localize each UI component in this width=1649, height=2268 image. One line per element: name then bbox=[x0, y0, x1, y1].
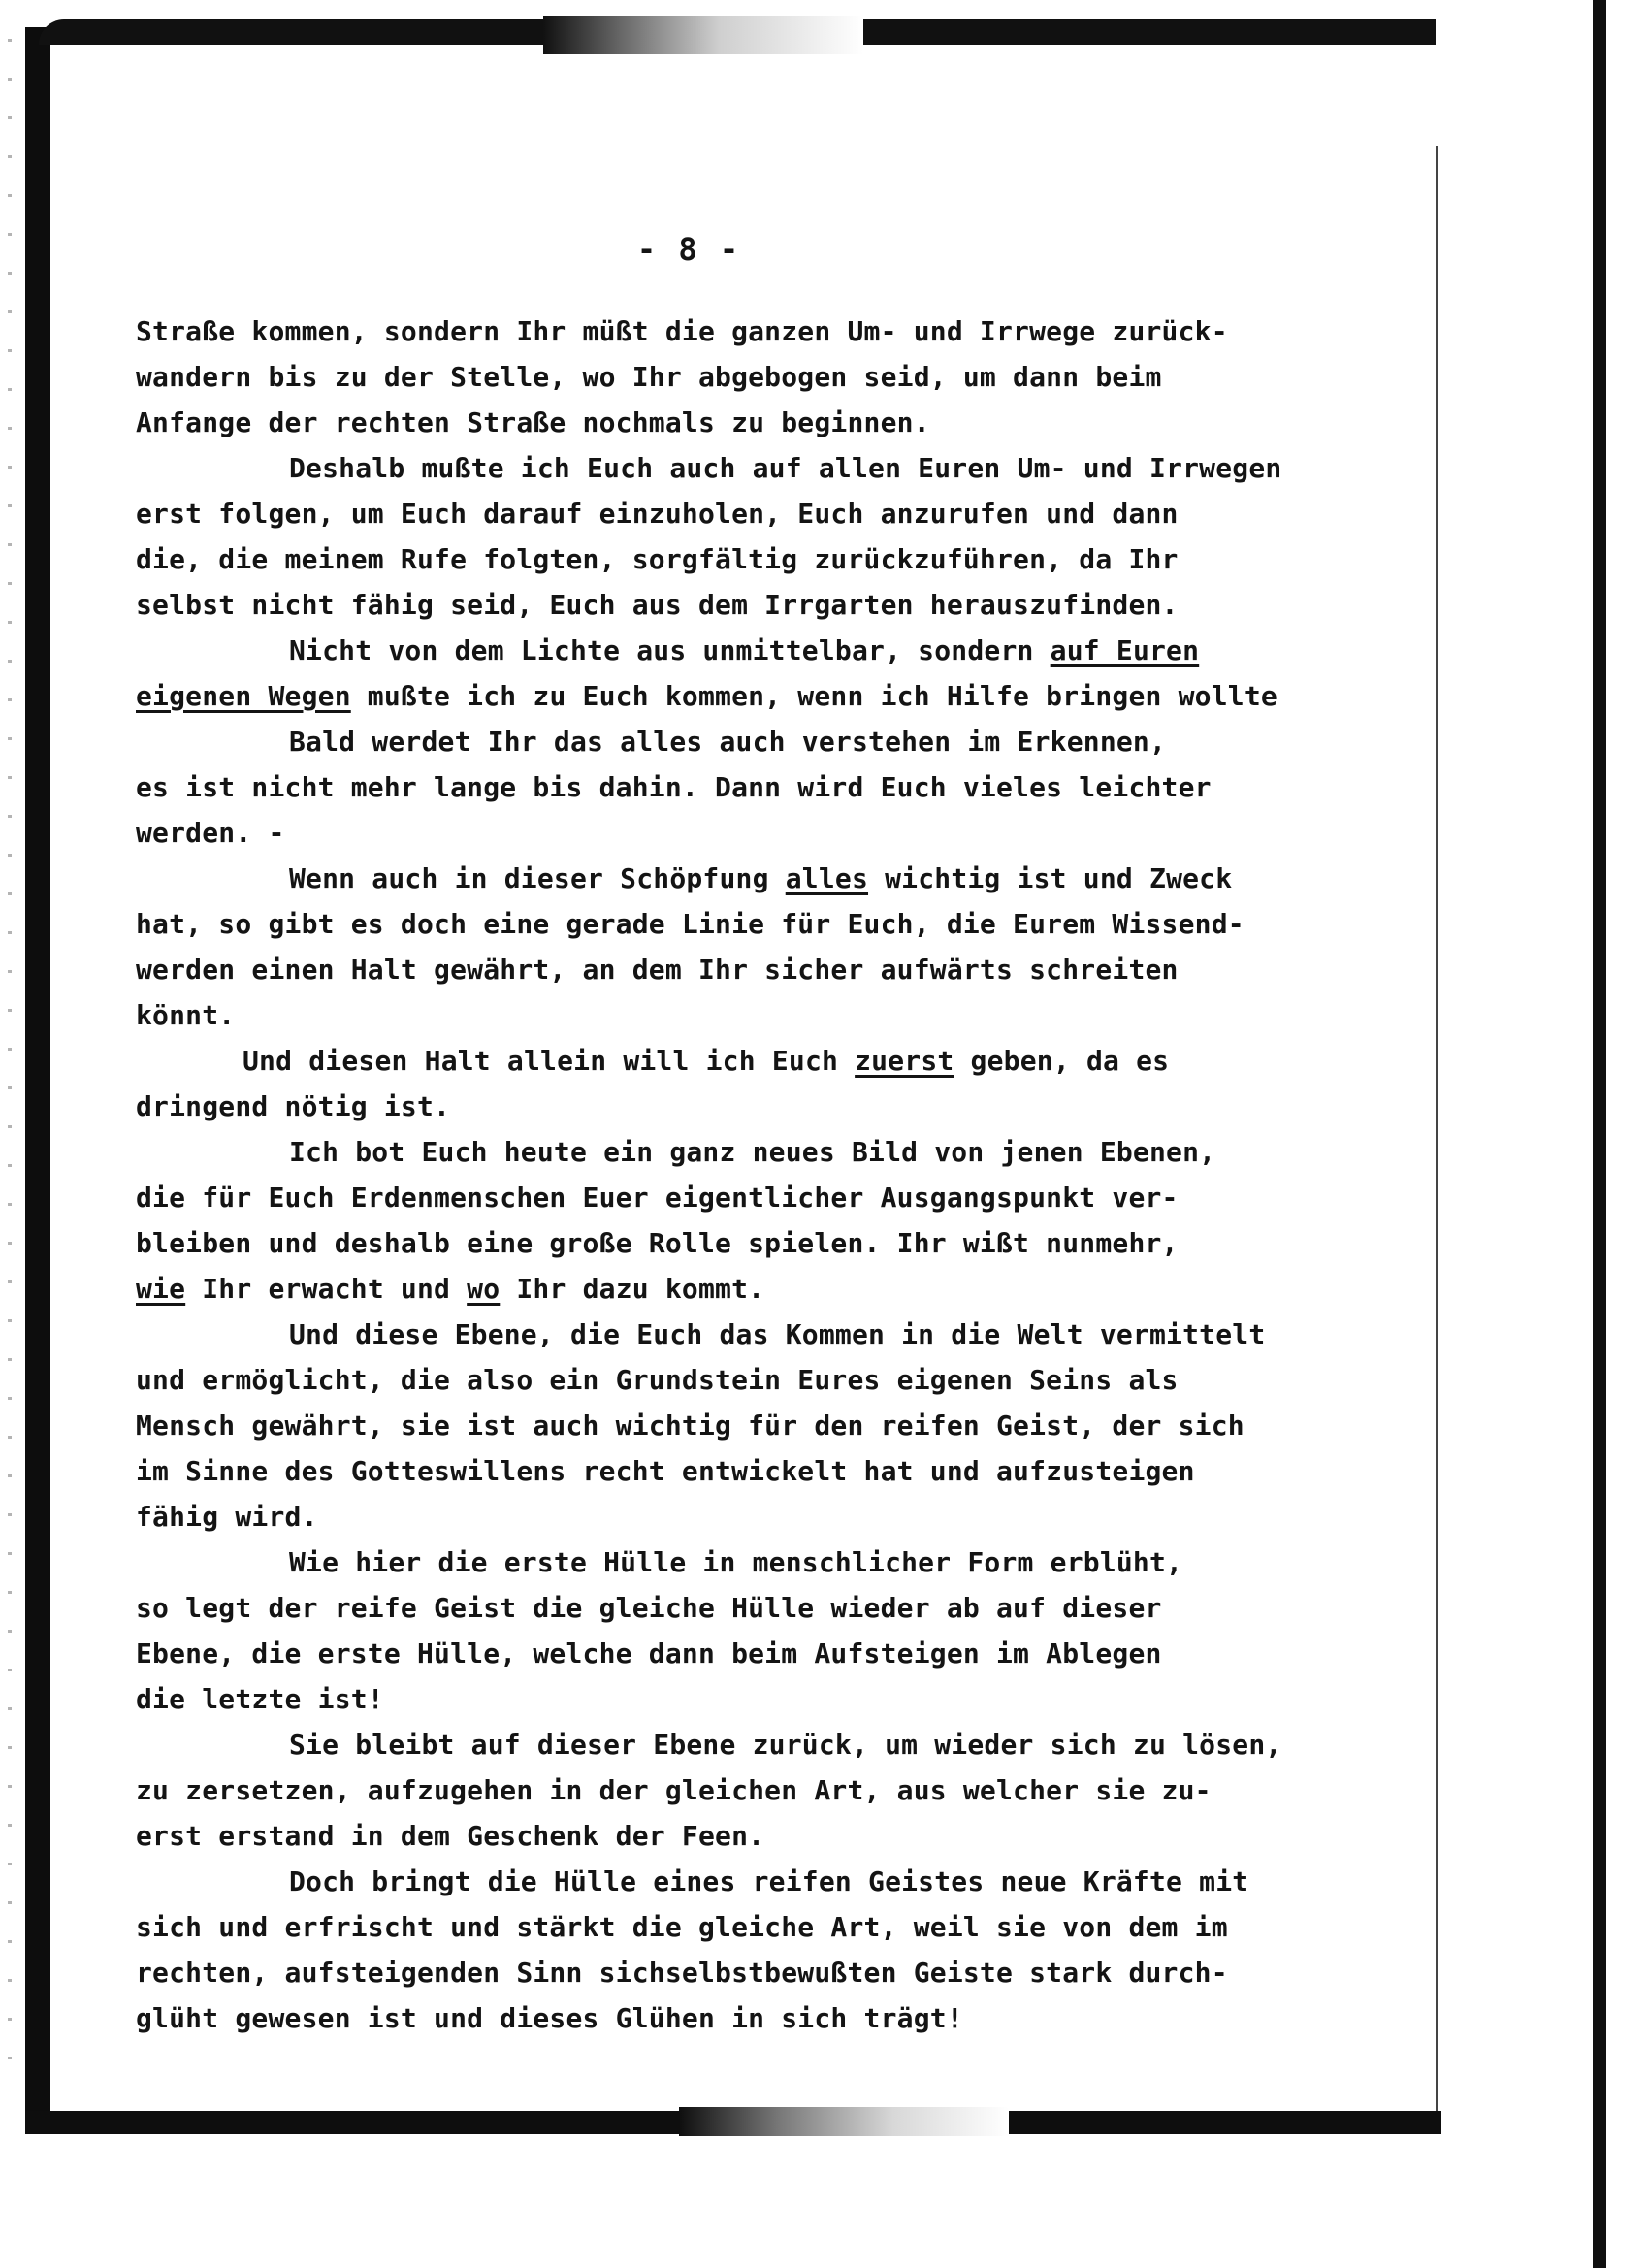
text-line bbox=[136, 1585, 1436, 1631]
line-text: Mensch gewährt, sie ist auch wichtig für den reifen Geist, der sich bbox=[136, 1409, 1245, 1442]
body-text bbox=[136, 308, 1436, 2041]
text-line bbox=[136, 1995, 1436, 2041]
text-line bbox=[136, 1767, 1436, 1813]
line-text: Und diesen Halt allein will ich Euch bbox=[242, 1045, 856, 1077]
line-text: sich und erfrischt und stärkt die gleiche Art, weil sie von dem im bbox=[136, 1911, 1228, 1943]
line-text: erst folgen, um Euch darauf einzuholen, Euch anzurufen und dann bbox=[136, 498, 1179, 530]
underlined-text: zuerst bbox=[855, 1045, 954, 1077]
scan-border-top-fade bbox=[543, 16, 863, 54]
line-text: Nicht von dem Lichte aus unmittelbar, sondern bbox=[289, 634, 1051, 666]
line-text: so legt der reife Geist die gleiche Hülle wieder ab auf dieser bbox=[136, 1592, 1162, 1624]
line-text: selbst nicht fähig seid, Euch aus dem Irrgarten herauszufinden. bbox=[136, 589, 1179, 621]
line-text: Ihr erwacht und bbox=[185, 1273, 468, 1305]
line-text: glüht gewesen ist und dieses Glühen in sich trägt! bbox=[136, 2002, 963, 2034]
line-text: wichtig ist und Zweck bbox=[868, 862, 1233, 894]
line-text: rechten, aufsteigenden Sinn sichselbstbewußten Geiste stark durch- bbox=[136, 1957, 1228, 1989]
line-text: Straße kommen, sondern Ihr müßt die ganzen Um- und Irrwege zurück- bbox=[136, 315, 1228, 347]
text-line bbox=[136, 445, 1436, 491]
scan-border-bottom-fade bbox=[679, 2107, 1009, 2136]
line-text: mußte ich zu Euch kommen, wenn ich Hilfe bringen wollte bbox=[350, 680, 1277, 712]
line-text: geben, da es bbox=[954, 1045, 1170, 1077]
line-text: dringend nötig ist. bbox=[136, 1090, 451, 1122]
text-line bbox=[136, 536, 1436, 582]
text-line bbox=[136, 308, 1436, 354]
text-line bbox=[136, 1448, 1436, 1494]
text-line bbox=[136, 1539, 1436, 1585]
text-line bbox=[136, 764, 1436, 810]
text-line bbox=[136, 1950, 1436, 1995]
text-line bbox=[136, 1859, 1436, 1904]
text-line bbox=[136, 1904, 1436, 1950]
line-text: Ebene, die erste Hülle, welche dann beim Aufsteigen im Ablegen bbox=[136, 1637, 1162, 1669]
text-line bbox=[136, 1813, 1436, 1859]
text-line bbox=[136, 400, 1436, 445]
line-text: erst erstand in dem Geschenk der Feen. bbox=[136, 1820, 765, 1852]
line-text: werden. - bbox=[136, 817, 285, 849]
text-line bbox=[136, 1220, 1436, 1266]
underlined-text: wie bbox=[136, 1273, 186, 1305]
line-text: Wenn auch in dieser Schöpfung bbox=[289, 862, 786, 894]
text-line bbox=[136, 901, 1436, 947]
text-line bbox=[136, 1357, 1436, 1403]
line-text: Ihr dazu kommt. bbox=[500, 1273, 765, 1305]
line-text: könnt. bbox=[136, 999, 236, 1031]
line-text: werden einen Halt gewährt, an dem Ihr sicher aufwärts schreiten bbox=[136, 954, 1179, 986]
line-text: die, die meinem Rufe folgten, sorgfältig zurückzuführen, da Ihr bbox=[136, 543, 1179, 575]
text-line bbox=[136, 1494, 1436, 1539]
line-text: Und diese Ebene, die Euch das Kommen in die Welt vermittelt bbox=[289, 1318, 1266, 1350]
line-text: zu zersetzen, aufzugehen in der gleichen Art, aus welcher sie zu- bbox=[136, 1774, 1212, 1806]
line-text: die letzte ist! bbox=[136, 1683, 384, 1715]
line-text: Sie bleibt auf dieser Ebene zurück, um wieder sich zu lösen, bbox=[289, 1729, 1282, 1761]
text-line bbox=[136, 1129, 1436, 1175]
line-text: Wie hier die erste Hülle in menschlicher Form erblüht, bbox=[289, 1546, 1183, 1578]
line-text: fähig wird. bbox=[136, 1501, 318, 1533]
page-edge-line bbox=[1436, 146, 1438, 2115]
page-number: - 8 - bbox=[636, 231, 741, 268]
text-line bbox=[136, 719, 1436, 764]
line-text: Deshalb mußte ich Euch auch auf allen Euren Um- und Irrwegen bbox=[289, 452, 1282, 484]
line-text: die für Euch Erdenmenschen Euer eigentlicher Ausgangspunkt ver- bbox=[136, 1182, 1179, 1214]
line-text: und ermöglicht, die also ein Grundstein Eures eigenen Seins als bbox=[136, 1364, 1179, 1396]
text-line bbox=[136, 1676, 1436, 1722]
text-line bbox=[136, 491, 1436, 536]
underlined-text: wo bbox=[467, 1273, 501, 1305]
text-line bbox=[136, 1084, 1436, 1129]
text-line bbox=[136, 1266, 1436, 1312]
line-text: es ist nicht mehr lange bis dahin. Dann wird Euch vieles leichter bbox=[136, 771, 1212, 803]
line-text: bleiben und deshalb eine große Rolle spielen. Ihr wißt nunmehr, bbox=[136, 1227, 1179, 1259]
text-line bbox=[136, 947, 1436, 992]
line-text: Doch bringt die Hülle eines reifen Geistes neue Kräfte mit bbox=[289, 1865, 1249, 1897]
text-line bbox=[136, 354, 1436, 400]
line-text: Ich bot Euch heute ein ganz neues Bild von jenen Ebenen, bbox=[289, 1136, 1216, 1168]
underlined-text: alles bbox=[785, 862, 869, 894]
line-text: im Sinne des Gotteswillens recht entwickelt hat und aufzusteigen bbox=[136, 1455, 1195, 1487]
scan-border-right bbox=[1593, 0, 1606, 2268]
text-line bbox=[136, 1038, 1436, 1084]
text-line bbox=[136, 1403, 1436, 1448]
text-line bbox=[136, 1722, 1436, 1767]
text-line bbox=[136, 582, 1436, 628]
text-line bbox=[136, 673, 1436, 719]
text-line bbox=[136, 992, 1436, 1038]
line-text: Anfange der rechten Straße nochmals zu beginnen. bbox=[136, 406, 930, 438]
underlined-text: eigenen Wegen bbox=[136, 680, 351, 712]
line-text: Bald werdet Ihr das alles auch verstehen im Erkennen, bbox=[289, 726, 1167, 758]
line-text: hat, so gibt es doch eine gerade Linie für Euch, die Eurem Wissend- bbox=[136, 908, 1245, 940]
line-text: wandern bis zu der Stelle, wo Ihr abgebogen seid, um dann beim bbox=[136, 361, 1162, 393]
underlined-text: auf Euren bbox=[1050, 634, 1200, 666]
text-line bbox=[136, 1312, 1436, 1357]
text-line bbox=[136, 1631, 1436, 1676]
scan-border-left bbox=[25, 27, 50, 2122]
text-line bbox=[136, 856, 1436, 901]
scan-noise bbox=[8, 39, 12, 2076]
text-line bbox=[136, 628, 1436, 673]
text-line bbox=[136, 810, 1436, 856]
text-line bbox=[136, 1175, 1436, 1220]
